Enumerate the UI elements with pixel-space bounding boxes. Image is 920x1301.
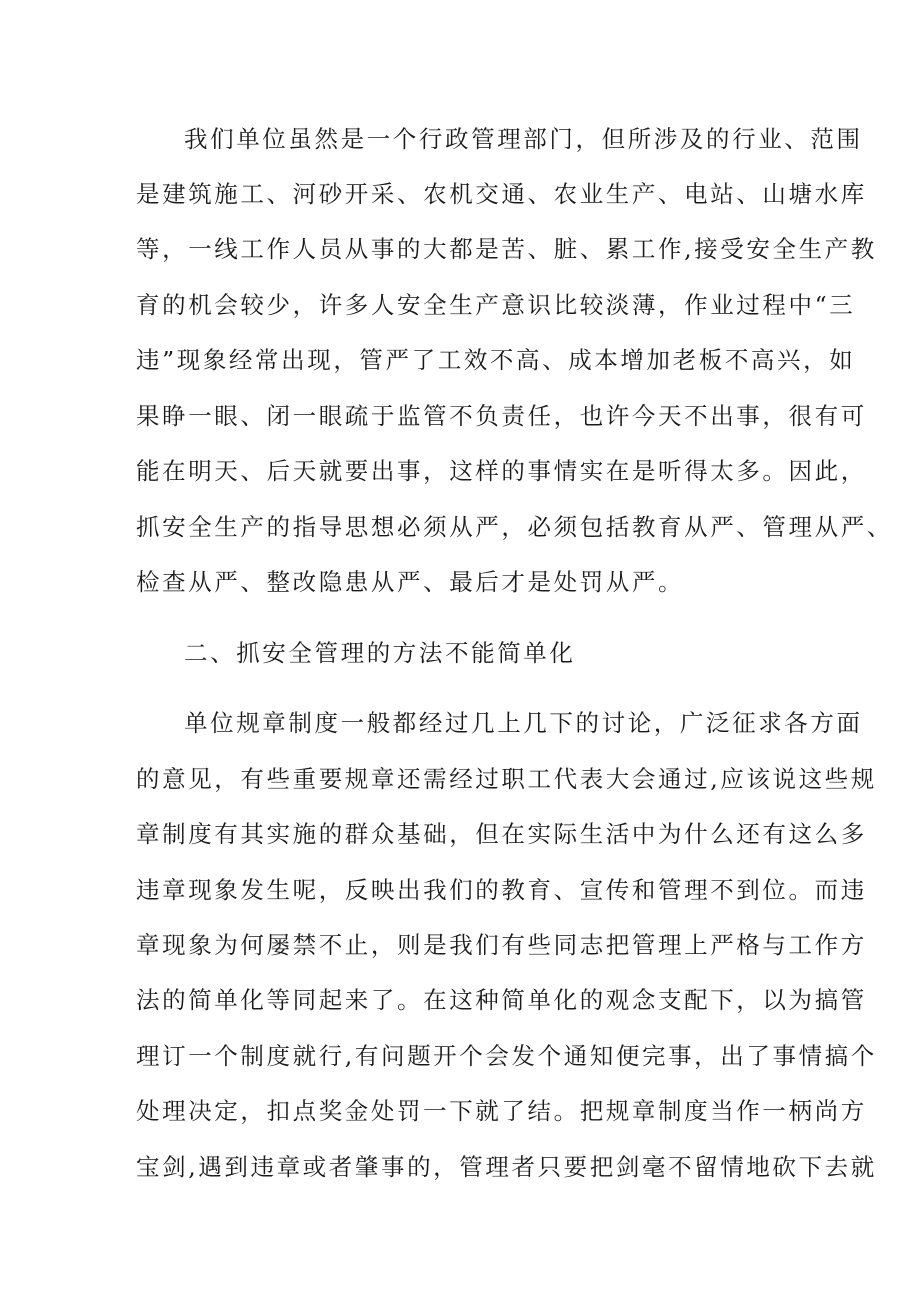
paragraph-line: 违章现象发生呢，反映出我们的教育、宣传和管理不到位。而违 bbox=[136, 876, 867, 904]
paragraph-line: 章制度有其实施的群众基础，但在实际生活中为什么还有这么多 bbox=[136, 820, 867, 848]
paragraph-line: 的意见，有些重要规章还需经过职工代表大会通过,应该说这些规 bbox=[136, 765, 877, 793]
paragraph-line: 抓安全生产的指导思想必须从严，必须包括教育从严、管理从严、 bbox=[136, 513, 893, 541]
section-heading: 二、抓安全管理的方法不能简单化 bbox=[184, 639, 576, 667]
paragraph-line: 我们单位虽然是一个行政管理部门，但所涉及的行业、范围 bbox=[184, 125, 863, 153]
paragraph-line: 等，一线工作人员从事的大都是苦、脏、累工作,接受安全生产教 bbox=[136, 235, 877, 263]
paragraph-line: 宝剑,遇到违章或者肇事的，管理者只要把剑毫不留情地砍下去就 bbox=[136, 1153, 877, 1181]
paragraph-line: 法的简单化等同起来了。在这种简单化的观念支配下，以为搞管 bbox=[136, 986, 867, 1014]
paragraph-line: 单位规章制度一般都经过几上几下的讨论，广泛征求各方面 bbox=[184, 709, 863, 737]
paragraph-line: 章现象为何屡禁不止，则是我们有些同志把管理上严格与工作方 bbox=[136, 931, 867, 959]
paragraph-line: 违”现象经常出现，管严了工效不高、成本增加老板不高兴，如 bbox=[136, 346, 856, 374]
paragraph-line: 理订一个制度就行,有问题开个会发个通知便完事，出了事情搞个 bbox=[136, 1042, 877, 1070]
paragraph-line: 育的机会较少，许多人安全生产意识比较淡薄，作业过程中“三 bbox=[136, 291, 856, 319]
paragraph-line: 果睁一眼、闭一眼疏于监管不负责任，也许今天不出事，很有可 bbox=[136, 402, 867, 430]
paragraph-line: 是建筑施工、河砂开采、农机交通、农业生产、电站、山塘水库 bbox=[136, 180, 867, 208]
paragraph-line: 处理决定，扣点奖金处罚一下就了结。把规章制度当作一柄尚方 bbox=[136, 1097, 867, 1125]
paragraph-line: 能在明天、后天就要出事，这样的事情实在是听得太多。因此， bbox=[136, 457, 867, 485]
paragraph-line: 检查从严、整改隐患从严、最后才是处罚从严。 bbox=[136, 568, 685, 596]
